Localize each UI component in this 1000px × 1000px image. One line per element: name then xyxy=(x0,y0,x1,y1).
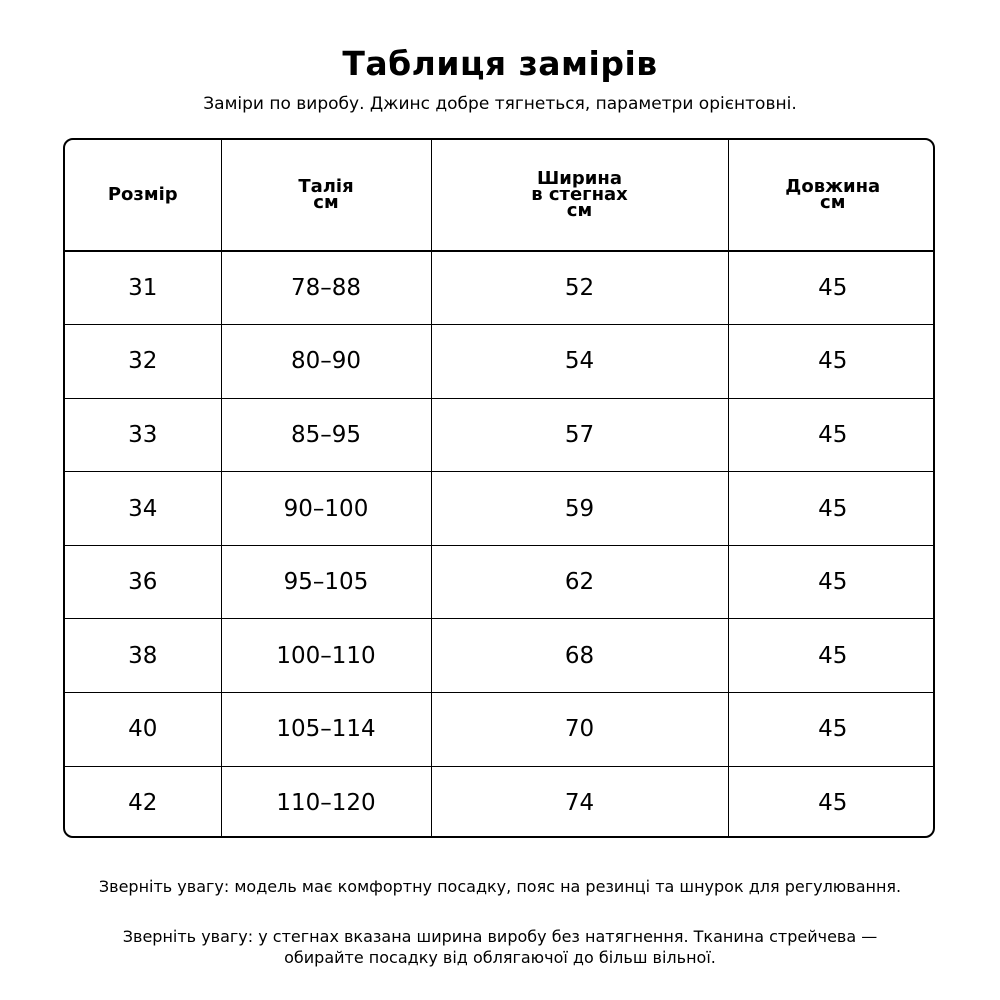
cell-waist: 90–100 xyxy=(221,472,431,546)
table-row xyxy=(65,251,935,325)
cell-size: 38 xyxy=(65,619,221,693)
cell-length: 45 xyxy=(728,398,935,472)
cell-size: 33 xyxy=(65,398,221,472)
cell-size: 36 xyxy=(65,545,221,619)
table-row xyxy=(65,325,935,399)
header-length-unit: см xyxy=(820,192,846,213)
cell-waist: 100–110 xyxy=(221,619,431,693)
header-waist-label: Талія xyxy=(298,176,354,197)
header-hip-label: Ширина xyxy=(537,168,622,189)
table-row xyxy=(65,545,935,619)
cell-size: 34 xyxy=(65,472,221,546)
header-hip-width xyxy=(431,140,728,251)
cell-length: 45 xyxy=(728,472,935,546)
cell-hip-width: 70 xyxy=(431,693,728,767)
cell-hip-width: 68 xyxy=(431,619,728,693)
cell-waist: 95–105 xyxy=(221,545,431,619)
table-row xyxy=(65,472,935,546)
cell-length: 45 xyxy=(728,325,935,399)
cell-hip-width: 59 xyxy=(431,472,728,546)
header-waist xyxy=(221,140,431,251)
cell-length: 45 xyxy=(728,251,935,325)
cell-hip-width: 54 xyxy=(431,325,728,399)
cell-hip-width: 62 xyxy=(431,545,728,619)
table-header-row xyxy=(65,140,935,251)
header-waist-unit: см xyxy=(313,192,339,213)
header-hip-label-2: в стегнах xyxy=(531,184,628,205)
header-length-label: Довжина xyxy=(785,176,881,197)
header-size xyxy=(65,140,221,251)
cell-length: 45 xyxy=(728,619,935,693)
cell-hip-width: 74 xyxy=(431,766,728,838)
cell-hip-width: 57 xyxy=(431,398,728,472)
header-length xyxy=(728,140,935,251)
cell-size: 31 xyxy=(65,251,221,325)
page-title: Таблиця замірів xyxy=(342,44,658,83)
header-size-label: Розмір xyxy=(107,184,178,205)
note-fit-text: Зверніть увагу: модель має комфортну посадку, пояс на резинці та шнурок для регулювання. xyxy=(98,877,902,896)
cell-waist: 85–95 xyxy=(221,398,431,472)
table-row xyxy=(65,693,935,767)
cell-length: 45 xyxy=(728,766,935,838)
cell-waist: 78–88 xyxy=(221,251,431,325)
cell-size: 42 xyxy=(65,766,221,838)
page-subtitle: Заміри по виробу. Джинс добре тягнеться, параметри орієнтовні. xyxy=(203,94,797,114)
note-hip-width-text: Зверніть увагу: у стегнах вказана ширина виробу без натягнення. Тканина стрейчева — обирайте посадку від облягаючої до більш вільної. xyxy=(122,927,878,967)
note-hip-width xyxy=(0,926,1000,968)
table-row xyxy=(65,766,935,838)
note-fit xyxy=(0,876,1000,897)
size-table xyxy=(65,140,935,838)
cell-waist: 80–90 xyxy=(221,325,431,399)
table-row xyxy=(65,619,935,693)
header-hip-unit: см xyxy=(566,200,593,221)
cell-size: 40 xyxy=(65,693,221,767)
cell-waist: 105–114 xyxy=(221,693,431,767)
table-row xyxy=(65,398,935,472)
cell-size: 32 xyxy=(65,325,221,399)
cell-hip-width: 52 xyxy=(431,251,728,325)
cell-waist: 110–120 xyxy=(221,766,431,838)
cell-length: 45 xyxy=(728,545,935,619)
cell-length: 45 xyxy=(728,693,935,767)
size-table-container xyxy=(63,138,935,838)
